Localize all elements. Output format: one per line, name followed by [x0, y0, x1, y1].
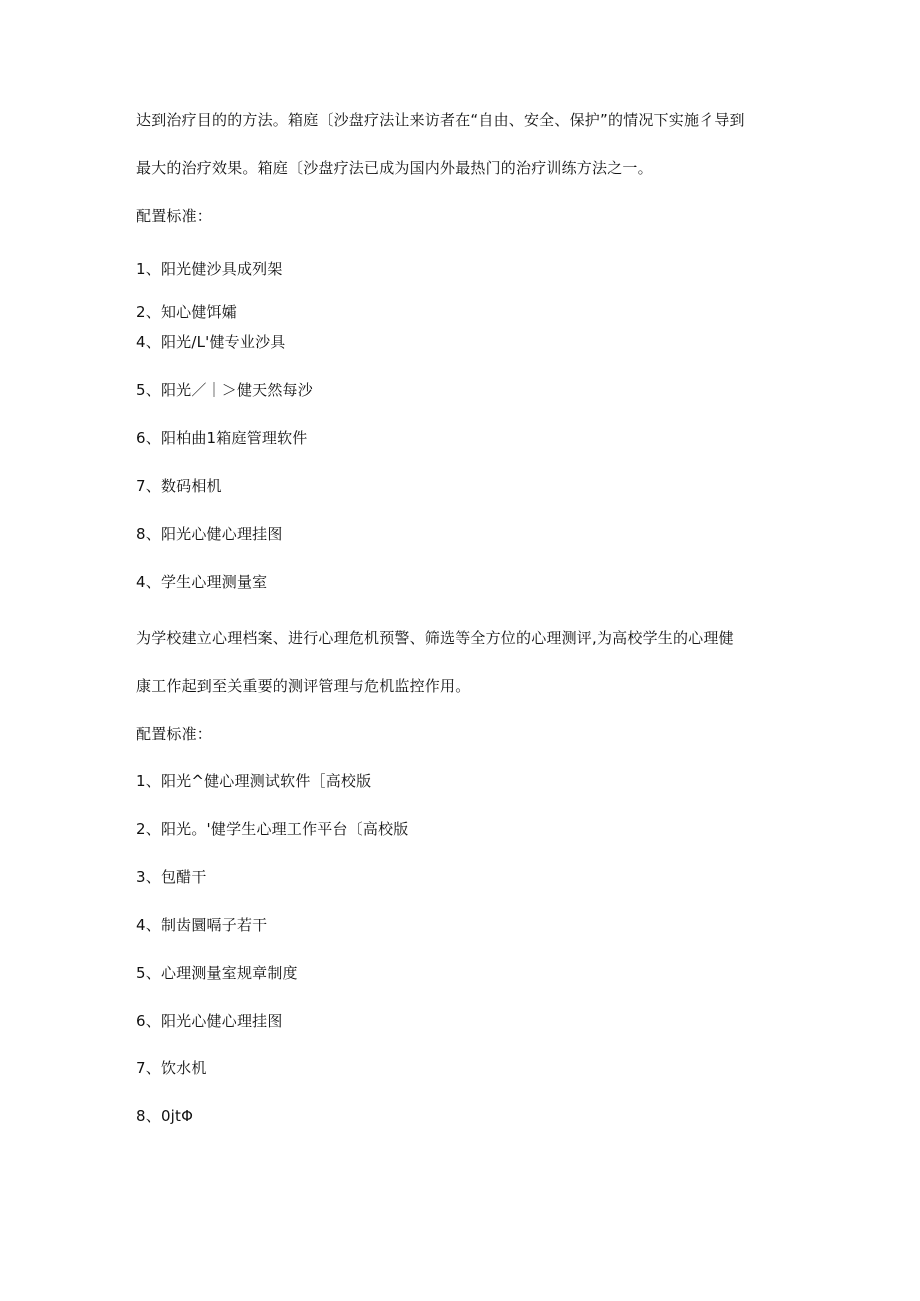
section2-item-1: 1、阳光^健心理测试软件［高校版	[136, 772, 372, 790]
section1-item-6: 7、数码相机	[136, 477, 222, 495]
section1-item-3: 4、阳光/L'健专业沙具	[136, 333, 286, 351]
section1-item-8: 4、学生心理测量室	[136, 573, 268, 591]
section2-item-8: 8、0jtΦ	[136, 1107, 194, 1125]
section2-item-4: 4、制齿圜嗝子若干	[136, 916, 268, 934]
section2-item-7: 7、饮水机	[136, 1059, 207, 1077]
intro-paragraph-line-1: 达到治疗目的的方法。箱庭〔沙盘疗法让来访者在“自由、安全、保护”的情况下实施彳导到	[136, 111, 745, 129]
middle-paragraph-line-2: 康工作起到至关重要的测评管理与危机监控作用。	[136, 677, 471, 695]
section1-item-2: 2、知心健饵孀	[136, 303, 237, 321]
section2-item-5: 5、心理测量室规章制度	[136, 964, 298, 982]
section1-item-5: 6、阳柏曲1箱庭管理软件	[136, 429, 308, 447]
section1-heading: 配置标准：	[136, 207, 213, 225]
intro-paragraph-line-2: 最大的治疗效果。箱庭〔沙盘疗法已成为国内外最热门的治疗训练方法之一。	[136, 159, 653, 177]
section1-item-7: 8、阳光心健心理挂图	[136, 525, 283, 543]
section1-item-1: 1、阳光健沙具成列架	[136, 260, 283, 278]
section2-item-3: 3、包醋干	[136, 868, 207, 886]
middle-paragraph-line-1: 为学校建立心理档案、进行心理危机预警、筛选等全方位的心理测评,为高校学生的心理健	[136, 629, 734, 647]
section2-item-2: 2、阳光。'健学生心理工作平台〔高校版	[136, 820, 409, 838]
section2-heading: 配置标准：	[136, 725, 213, 743]
section2-item-6: 6、阳光心健心理挂图	[136, 1012, 283, 1030]
section1-item-4: 5、阳光／｜＞健天然每沙	[136, 381, 313, 399]
